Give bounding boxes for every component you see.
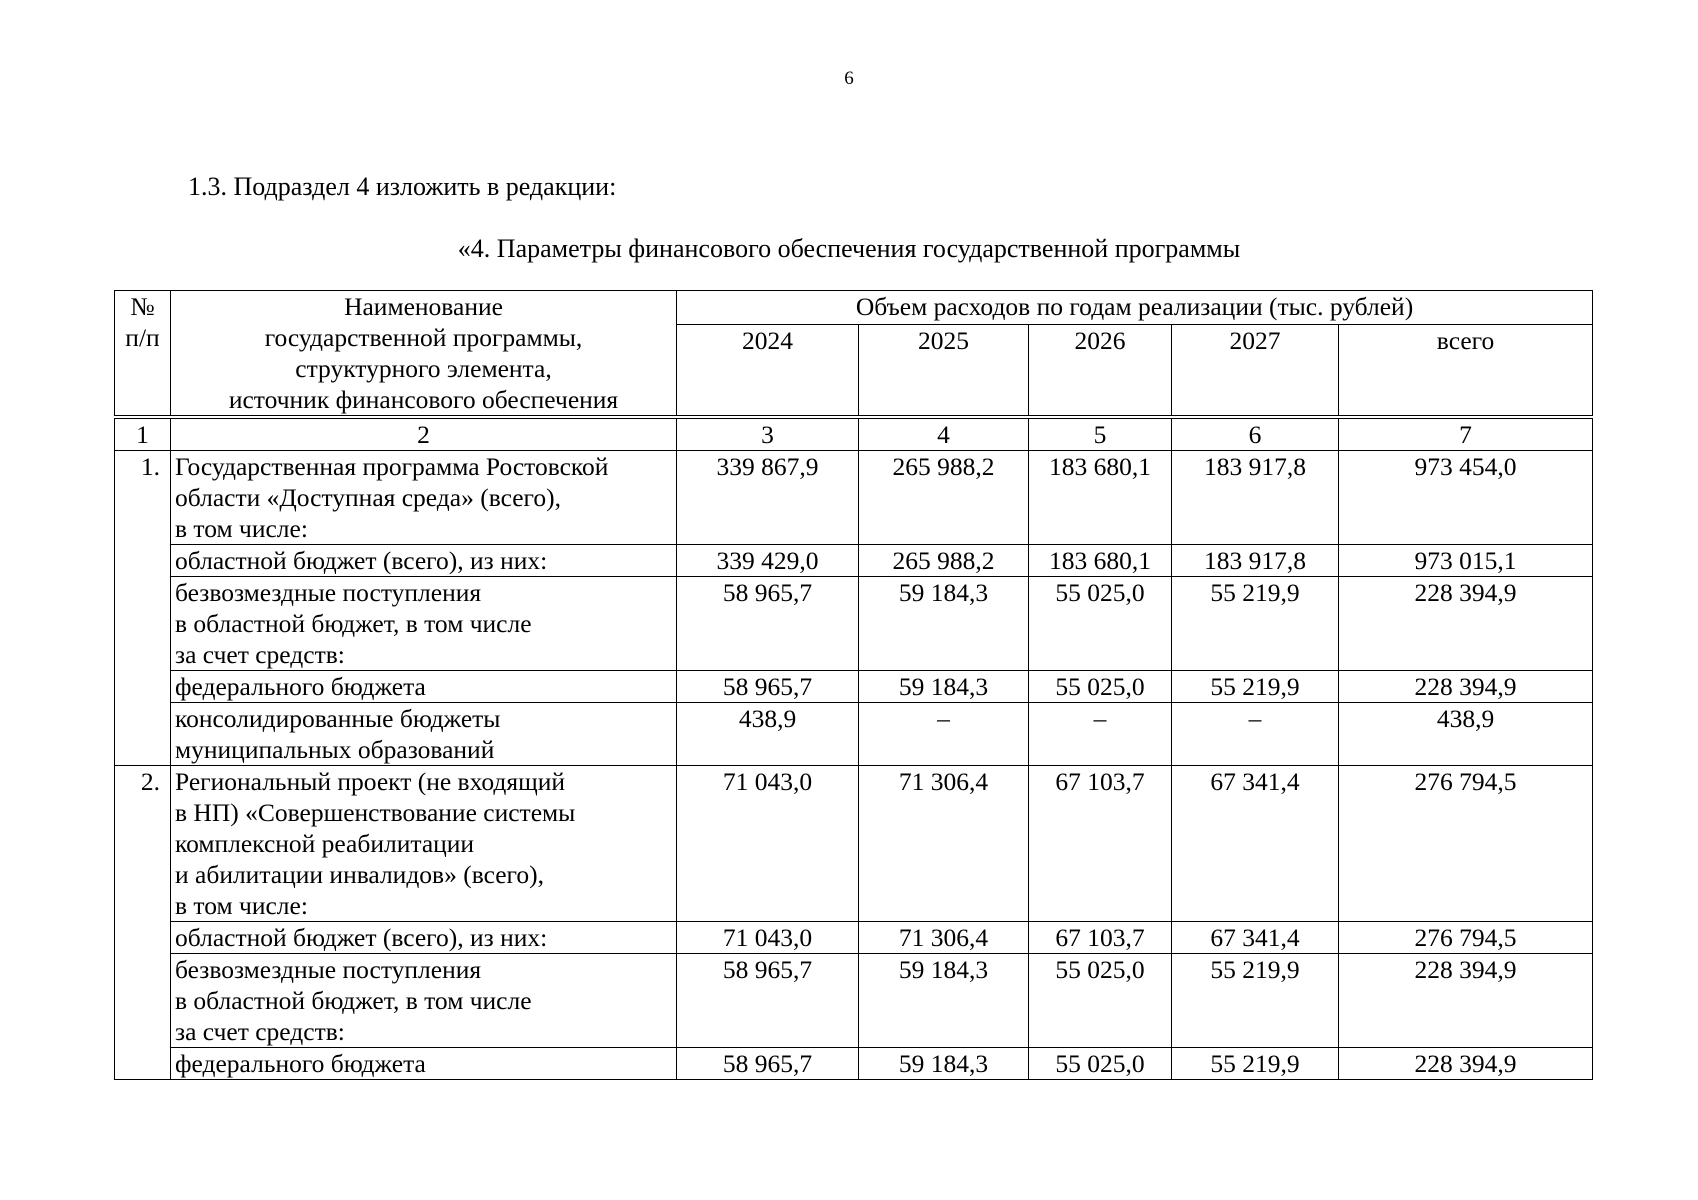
- row-name: [171, 577, 677, 671]
- row-name-line: в том числе:: [175, 891, 308, 920]
- row-name-line: федерального бюджета: [175, 1049, 426, 1078]
- value-cell: 55 025,0: [1029, 577, 1172, 671]
- value-cell: 71 043,0: [677, 922, 859, 954]
- row-name-line: безвозмездные поступления: [175, 578, 482, 607]
- value-cell: 228 394,9: [1339, 671, 1593, 703]
- index-cell: 6: [1172, 417, 1339, 451]
- value-cell: 55 025,0: [1029, 671, 1172, 703]
- index-cell: 1: [115, 417, 171, 451]
- row-name: [171, 703, 677, 766]
- value-cell: –: [1172, 703, 1339, 766]
- header-total: всего: [1339, 324, 1593, 417]
- row-name-line: в областной бюджет, в том числе: [175, 986, 532, 1015]
- row-name-line: за счет средств:: [175, 1017, 345, 1046]
- table-row: [115, 1048, 1593, 1080]
- row-number: 2.: [115, 766, 171, 1080]
- value-cell: 58 965,7: [677, 1048, 859, 1080]
- value-cell: 973 454,0: [1339, 451, 1593, 545]
- column-index-row: [115, 417, 1593, 451]
- value-cell: 67 103,7: [1029, 766, 1172, 922]
- value-cell: 228 394,9: [1339, 577, 1593, 671]
- value-cell: 58 965,7: [677, 577, 859, 671]
- value-cell: 183 917,8: [1172, 545, 1339, 577]
- value-cell: 339 867,9: [677, 451, 859, 545]
- table-row: [115, 545, 1593, 577]
- value-cell: 228 394,9: [1339, 954, 1593, 1048]
- value-cell: 71 306,4: [859, 766, 1029, 922]
- value-cell: 55 219,9: [1172, 671, 1339, 703]
- header-row-1: [115, 291, 1593, 325]
- row-name-line: областной бюджет (всего), из них:: [175, 923, 548, 952]
- header-year-2027: 2027: [1172, 324, 1339, 417]
- row-name-line: Государственная программа Ростовской: [175, 452, 609, 481]
- header-name: Наименование государственной программы, структурного элемента, источник финансового обеспечения: [171, 291, 677, 418]
- value-cell: 438,9: [1339, 703, 1593, 766]
- index-cell: 3: [677, 417, 859, 451]
- value-cell: 438,9: [677, 703, 859, 766]
- index-cell: 7: [1339, 417, 1593, 451]
- value-cell: 55 219,9: [1172, 1048, 1339, 1080]
- value-cell: 58 965,7: [677, 954, 859, 1048]
- value-cell: 183 680,1: [1029, 451, 1172, 545]
- value-cell: 67 341,4: [1172, 766, 1339, 922]
- value-cell: 339 429,0: [677, 545, 859, 577]
- intro-text: 1.3. Подраздел 4 изложить в редакции:: [188, 172, 617, 201]
- header-group: Объем расходов по годам реализации (тыс. рублей): [677, 291, 1593, 325]
- value-cell: 183 680,1: [1029, 545, 1172, 577]
- value-cell: 55 219,9: [1172, 577, 1339, 671]
- header-year-2026: 2026: [1029, 324, 1172, 417]
- row-name: [171, 1048, 677, 1080]
- row-name-line: комплексной реабилитации: [175, 829, 475, 858]
- header-num: № п/п: [115, 291, 171, 418]
- value-cell: 59 184,3: [859, 671, 1029, 703]
- table-row: [115, 954, 1593, 1048]
- section-heading: «4. Параметры финансового обеспечения государственной программы: [457, 234, 1241, 263]
- value-cell: 67 103,7: [1029, 922, 1172, 954]
- table-row: [115, 766, 1593, 922]
- index-cell: 2: [171, 417, 677, 451]
- value-cell: 276 794,5: [1339, 922, 1593, 954]
- value-cell: 55 219,9: [1172, 954, 1339, 1048]
- row-name-line: консолидированные бюджеты: [175, 704, 501, 733]
- row-name-line: за счет средств:: [175, 640, 345, 669]
- row-name-line: в НП) «Совершенствование системы: [175, 798, 576, 827]
- table-row: [115, 671, 1593, 703]
- row-name-line: в том числе:: [175, 514, 308, 543]
- table-row: [115, 577, 1593, 671]
- table-row: [115, 703, 1593, 766]
- row-name: [171, 954, 677, 1048]
- value-cell: 55 025,0: [1029, 1048, 1172, 1080]
- value-cell: 59 184,3: [859, 954, 1029, 1048]
- value-cell: 71 306,4: [859, 922, 1029, 954]
- row-name-line: Региональный проект (не входящий: [175, 767, 566, 796]
- value-cell: –: [1029, 703, 1172, 766]
- table-row: [115, 922, 1593, 954]
- header-year-2024: 2024: [677, 324, 859, 417]
- row-name: [171, 545, 677, 577]
- value-cell: 265 988,2: [859, 545, 1029, 577]
- row-name-line: федерального бюджета: [175, 672, 426, 701]
- value-cell: 67 341,4: [1172, 922, 1339, 954]
- row-name-line: и абилитации инвалидов» (всего),: [175, 860, 544, 889]
- page-number: 6: [844, 68, 854, 89]
- row-name-line: областной бюджет (всего), из них:: [175, 546, 548, 575]
- value-cell: 59 184,3: [859, 1048, 1029, 1080]
- row-name-line: муниципальных образований: [175, 735, 495, 764]
- value-cell: 58 965,7: [677, 671, 859, 703]
- row-name-line: в областной бюджет, в том числе: [175, 609, 532, 638]
- row-name: [171, 451, 677, 545]
- index-cell: 4: [859, 417, 1029, 451]
- value-cell: 183 917,8: [1172, 451, 1339, 545]
- row-name: [171, 922, 677, 954]
- value-cell: 973 015,1: [1339, 545, 1593, 577]
- value-cell: 276 794,5: [1339, 766, 1593, 922]
- row-name: [171, 671, 677, 703]
- value-cell: –: [859, 703, 1029, 766]
- value-cell: 59 184,3: [859, 577, 1029, 671]
- row-name: [171, 766, 677, 922]
- header-year-2025: 2025: [859, 324, 1029, 417]
- index-cell: 5: [1029, 417, 1172, 451]
- financing-table: [114, 290, 1593, 1080]
- row-number: 1.: [115, 451, 171, 766]
- value-cell: 228 394,9: [1339, 1048, 1593, 1080]
- row-name-line: безвозмездные поступления: [175, 955, 482, 984]
- table-row: [115, 451, 1593, 545]
- value-cell: 265 988,2: [859, 451, 1029, 545]
- row-name-line: области «Доступная среда» (всего),: [175, 483, 561, 512]
- value-cell: 55 025,0: [1029, 954, 1172, 1048]
- value-cell: 71 043,0: [677, 766, 859, 922]
